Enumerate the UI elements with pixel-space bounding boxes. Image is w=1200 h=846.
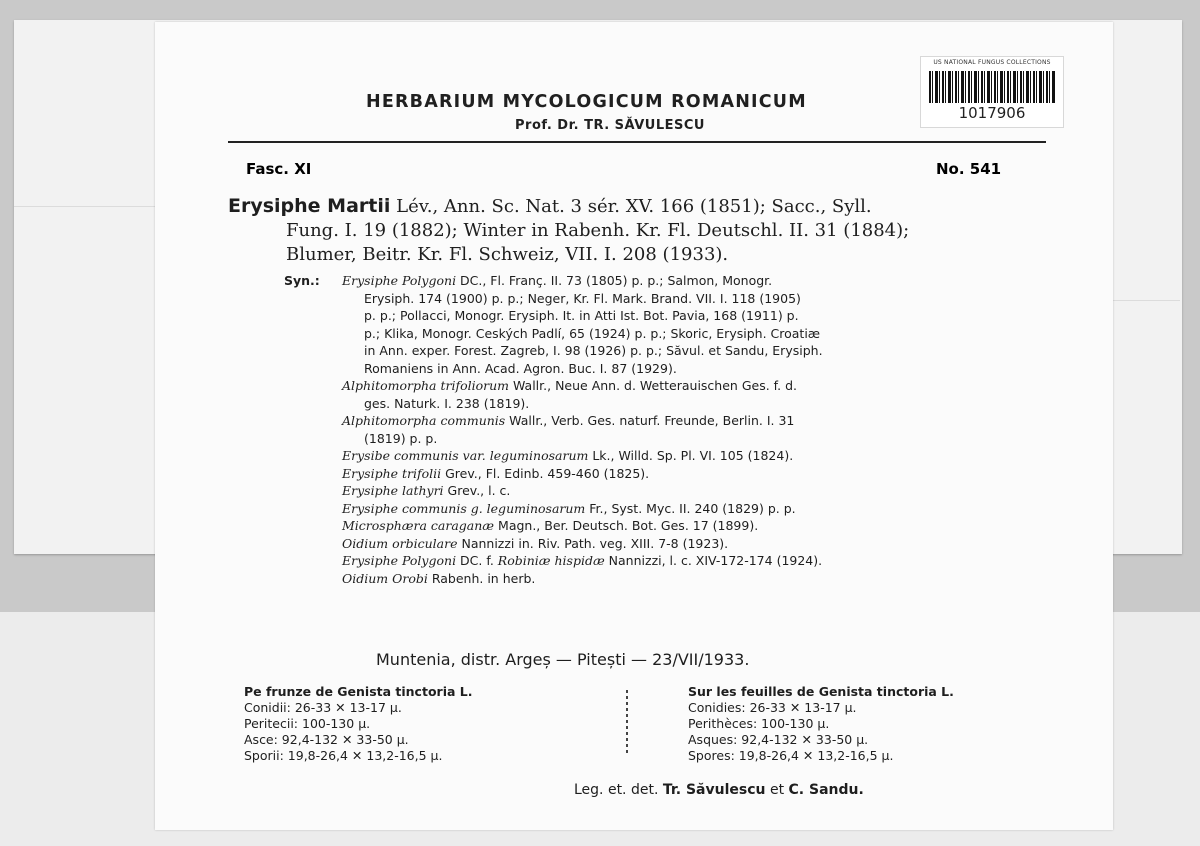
- barcode-sticker: [920, 56, 1064, 128]
- reference-text: Blumer, Beitr. Kr. Fl. Schweiz, VII. I. 208 (1933).: [286, 244, 729, 265]
- barcode-number: 1017906: [958, 104, 1026, 122]
- synonym-citation: Grev., l. c.: [443, 483, 511, 498]
- fascicle-label: Fasc. XI: [246, 160, 312, 178]
- measurement: Asce: 92,4-132 ✕ 33-50 μ.: [244, 732, 409, 747]
- barcode-caption: US NATIONAL FUNGUS COLLECTIONS: [933, 59, 1051, 66]
- synonym-citation: ges. Naturk. I. 238 (1819).: [364, 395, 530, 411]
- synonym-name: Alphitomorpha trifoliorum: [342, 378, 510, 393]
- synonym-citation: (1819) p. p.: [364, 430, 438, 446]
- synonym-citation: Wallr., Neue Ann. d. Wetterauischen Ges. f. d.: [509, 378, 797, 393]
- host-french: Sur les feuilles de Genista tinctoria L.: [688, 684, 954, 699]
- synonym-citation: Fr., Syst. Myc. II. 240 (1829) p. p.: [585, 500, 796, 516]
- synonym-name: Erysiphe lathyri: [342, 483, 444, 498]
- measurement: Asques: 92,4-132 ✕ 33-50 μ.: [688, 732, 869, 747]
- measurement: Spores: 19,8-26,4 ✕ 13,2-16,5 μ.: [688, 748, 894, 763]
- synonym-citation: p.; Klika, Monogr. Ceských Padlí, 65 (1924) p. p.; Skoric, Erysiph. Croatiæ: [364, 325, 821, 341]
- collector-line: [574, 782, 864, 798]
- envelope-fold: [14, 206, 174, 207]
- synonym-citation: Rabenh. in herb.: [427, 570, 536, 586]
- divider-rule: [228, 141, 1046, 143]
- measurement: Perithèces: 100-130 μ.: [688, 716, 830, 731]
- species-name: Erysiphe Martii: [228, 195, 391, 217]
- column-divider: [626, 690, 628, 756]
- synonym-citation: DC. f.: [456, 553, 498, 568]
- synonym-name: Microsphæra caraganæ: [342, 518, 495, 533]
- collector-name: C. Sandu.: [788, 782, 864, 798]
- synonym-citation: DC., Fl. Franç. II. 73 (1805) p. p.; Salmon, Monogr.: [456, 273, 773, 288]
- synonym-citation: Grev., Fl. Edinb. 459-460 (1825).: [441, 465, 650, 481]
- measurement: Sporii: 19,8-26,4 ✕ 13,2-16,5 μ.: [244, 748, 443, 763]
- synonym-name: Oidium Orobi: [342, 570, 428, 586]
- synonym-name: Oidium orbiculare: [342, 535, 458, 551]
- synonym-citation: in Ann. exper. Forest. Zagreb, I. 98 (1926) p. p.; Săvul. et Sandu, Erysiph.: [364, 343, 823, 358]
- synonym-citation: Romaniens in Ann. Acad. Agron. Buc. I. 87 (1929).: [364, 360, 677, 376]
- french-description: [688, 684, 954, 764]
- synonym-name: Erysiphe Polygoni: [342, 273, 457, 288]
- host-romanian: Pe frunze de Genista tinctoria L.: [244, 684, 473, 699]
- synonym-citation: Lk., Willd. Sp. Pl. VI. 105 (1824).: [588, 448, 794, 463]
- herbarium-title: HERBARIUM MYCOLOGICUM ROMANICUM: [366, 92, 807, 112]
- synonym-citation: Erysiph. 174 (1900) p. p.; Neger, Kr. Fl. Mark. Brand. VII. I. 118 (1905): [364, 290, 801, 306]
- synonym-citation: p. p.; Pollacci, Monogr. Erysiph. It. in Atti Ist. Bot. Pavia, 168 (1911) p.: [364, 308, 799, 323]
- synonym-label: Syn.:: [284, 273, 320, 288]
- measurement: Conidies: 26-33 ✕ 13-17 μ.: [688, 700, 857, 715]
- reference-text: Lév., Ann. Sc. Nat. 3 sér. XV. 166 (1851); Sacc., Syll.: [390, 196, 872, 217]
- collector-prefix: Leg. et. det.: [574, 782, 663, 798]
- collection-locality: Muntenia, distr. Argeș — Pitești — 23/VII/1933.: [376, 650, 750, 669]
- synonym-citation: Wallr., Verb. Ges. naturf. Freunde, Berlin. I. 31: [505, 413, 795, 428]
- measurement: Peritecii: 100-130 μ.: [244, 716, 371, 731]
- barcode-icon: [929, 71, 1055, 103]
- reference-text: Fung. I. 19 (1882); Winter in Rabenh. Kr. Fl. Deutschl. II. 31 (1884);: [286, 220, 910, 241]
- synonym-citation: Nannizzi, l. c. XIV-172-174 (1924).: [604, 553, 823, 568]
- synonym-citation: Nannizzi in. Riv. Path. veg. XIII. 7-8 (1923).: [457, 535, 729, 551]
- synonym-list: [284, 272, 1058, 587]
- synonym-name: Erysiphe communis g. leguminosarum: [342, 500, 586, 516]
- synonym-name: Erysiphe trifolii: [342, 465, 442, 481]
- exsiccata-number: No. 541: [936, 160, 1002, 178]
- species-reference: [228, 194, 1048, 267]
- romanian-description: [244, 684, 472, 764]
- synonym-name: Erysibe communis var. leguminosarum: [342, 448, 589, 463]
- herbarium-subtitle: Prof. Dr. TR. SĂVULESCU: [515, 118, 705, 133]
- synonym-citation: Magn., Ber. Deutsch. Bot. Ges. 17 (1899).: [494, 518, 759, 533]
- synonym-name: Robiniæ hispidæ: [497, 553, 605, 568]
- synonym-name: Erysiphe Polygoni: [342, 553, 457, 568]
- synonym-name: Alphitomorpha communis: [342, 413, 506, 428]
- collector-joiner: et: [765, 782, 789, 798]
- measurement: Conidii: 26-33 ✕ 13-17 μ.: [244, 700, 402, 715]
- collector-name: Tr. Săvulescu: [662, 782, 766, 798]
